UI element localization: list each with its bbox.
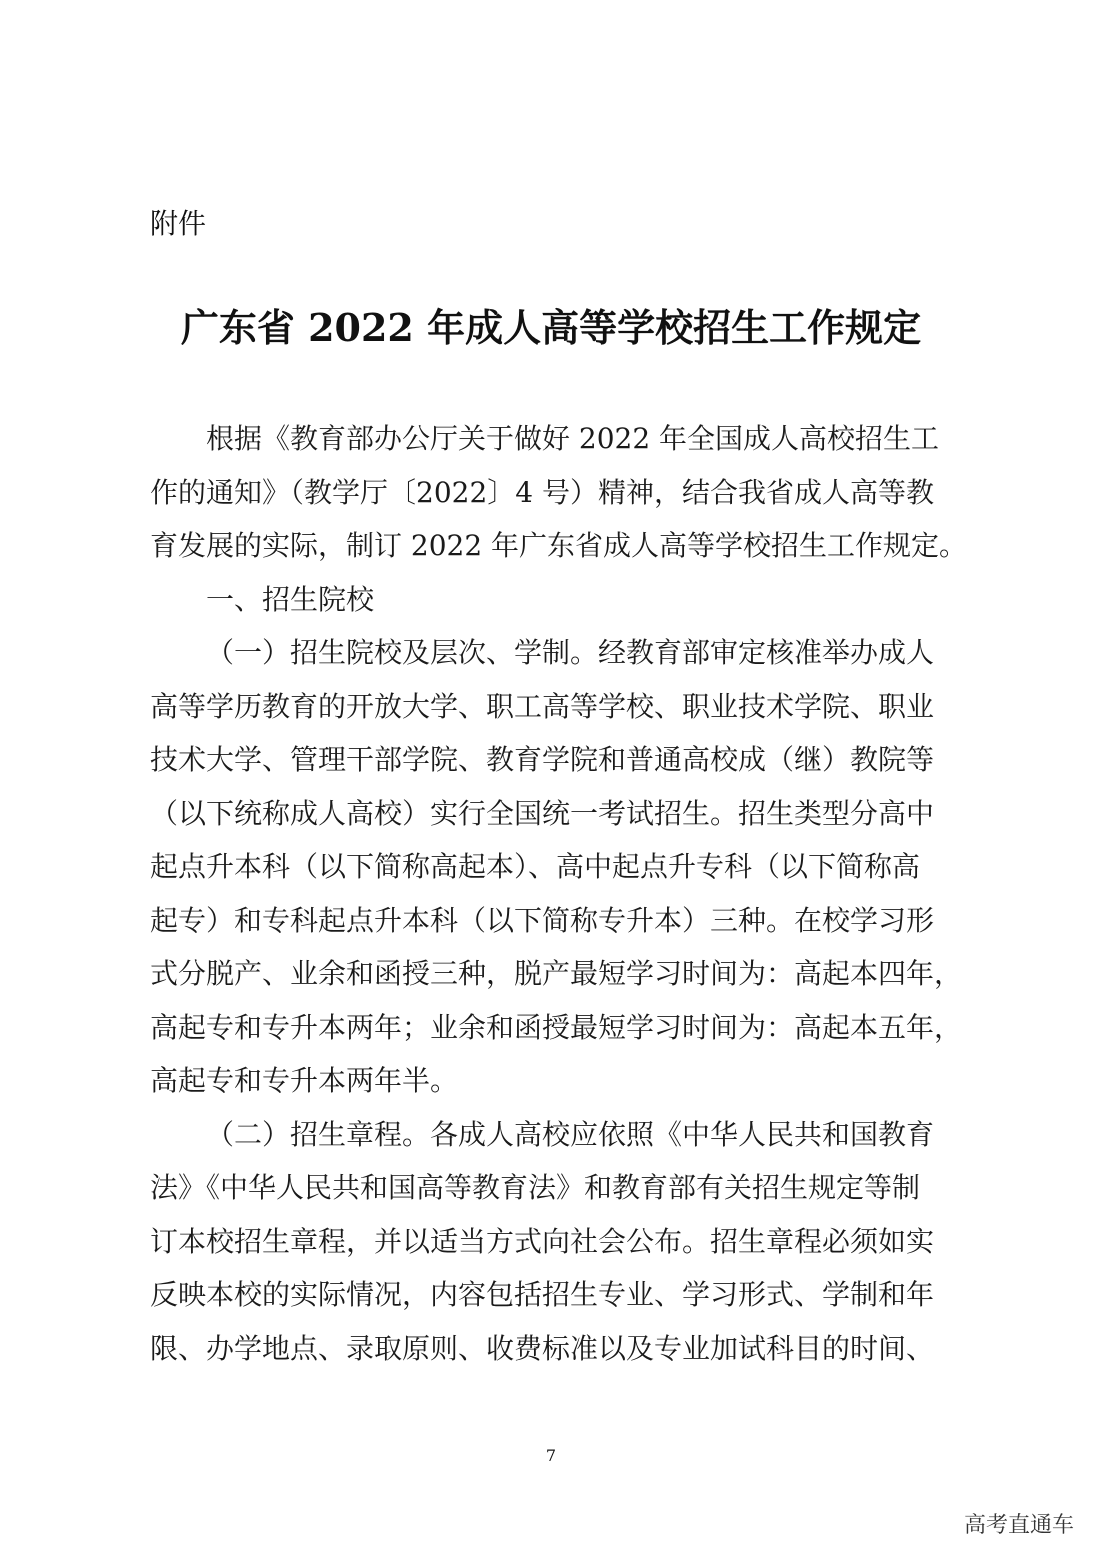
section-heading: 一、招生院校 (206, 582, 375, 616)
watermark: 高考直通车 (963, 1513, 1074, 1538)
attachment-label: 附件 (150, 207, 207, 240)
paragraph-line: 高起专和专升本两年；业余和函授最短学习时间为：高起本五年， (150, 1010, 963, 1044)
paragraph-line: 技术大学、管理干部学院、教育学院和普通高校成（继）教院等 (150, 743, 935, 776)
document-body (150, 412, 970, 1375)
paragraph-line: 起专）和专科起点升本科（以下简称专升本）三种。在校学习形 (150, 903, 935, 937)
paragraph-line: 育发展的实际，制订 2022 年广东省成人高等学校招生工作规定。 (150, 529, 968, 562)
paragraph-line: 起点升本科（以下简称高起本）、高中起点升专科（以下简称高 (150, 850, 921, 883)
document-title: 广东省 2022 年成人高等学校招生工作规定 (180, 305, 922, 350)
paragraph-line: 订本校招生章程，并以适当方式向社会公布。招生章程必须如实 (150, 1224, 935, 1258)
page-number: 7 (545, 1446, 557, 1465)
paragraph-line: 限、办学地点、录取原则、收费标准以及专业加试科目的时间、 (150, 1331, 935, 1365)
paragraph-line: 反映本校的实际情况，内容包括招生专业、学习形式、学制和年 (150, 1278, 935, 1311)
paragraph-line: 作的通知》（教学厅〔2022〕4 号）精神，结合我省成人高等教 (150, 475, 934, 509)
paragraph-line: 法》《中华人民共和国高等教育法》和教育部有关招生规定等制 (150, 1171, 921, 1204)
paragraph-line: 根据《教育部办公厅关于做好 2022 年全国成人高校招生工 (206, 422, 940, 455)
paragraph-line: （一）招生院校及层次、学制。经教育部审定核准举办成人 (206, 636, 935, 669)
paragraph-line: （二）招生章程。各成人高校应依照《中华人民共和国教育 (206, 1117, 935, 1151)
paragraph-line: 式分脱产、业余和函授三种，脱产最短学习时间为：高起本四年， (150, 957, 963, 990)
paragraph-line: 高起专和专升本两年半。 (150, 1064, 459, 1097)
paragraph-line: （以下统称成人高校）实行全国统一考试招生。招生类型分高中 (150, 796, 935, 830)
paragraph-line: 高等学历教育的开放大学、职工高等学校、职业技术学院、职业 (150, 689, 935, 723)
